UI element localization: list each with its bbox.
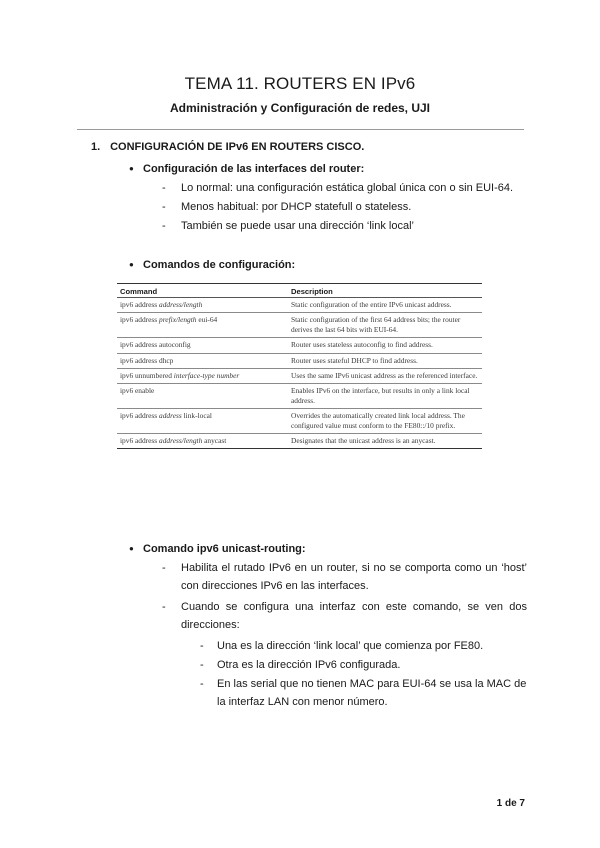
- list-item: - Menos habitual: por DHCP statefull o stateless.: [162, 198, 527, 216]
- dash-icon: -: [200, 678, 204, 690]
- command-cell: ipv6 address address/length anycast: [117, 434, 288, 449]
- sub-list-item: - Otra es la dirección IPv6 configurada.: [200, 656, 527, 674]
- bullet-unicast-routing: [129, 543, 306, 555]
- table-row: [117, 369, 482, 384]
- command-cell: ipv6 address prefix/length eui-64: [117, 313, 288, 338]
- document-title: TEMA 11. ROUTERS EN IPv6: [184, 74, 416, 93]
- table-header-row: [117, 284, 482, 298]
- command-cell: ipv6 address dhcp: [117, 353, 288, 368]
- description-cell: Uses the same IPv6 unicast address as the referenced interface.: [288, 369, 482, 384]
- command-cell: ipv6 address address/length: [117, 298, 288, 313]
- command-cell: ipv6 address autoconfig: [117, 338, 288, 353]
- table-row: [117, 434, 482, 449]
- bullet-dot-icon: ●: [129, 544, 134, 553]
- description-cell: Overrides the automatically created link local address. The configured value must conform to the FE80::/10 prefix.: [288, 409, 482, 434]
- bullet-dot-icon: ●: [129, 164, 134, 173]
- section-number: 1.: [91, 141, 101, 153]
- description-cell: Static configuration of the entire IPv6 unicast address.: [288, 298, 482, 313]
- sub-list-item: - En las serial que no tienen MAC para EUI-64 se usa la MAC de la interfaz LAN con menor número.: [200, 675, 527, 711]
- bullet-config-commands: [129, 259, 295, 271]
- description-cell: Designates that the unicast address is an anycast.: [288, 434, 482, 449]
- column-header-command: Command: [117, 284, 288, 298]
- description-cell: Router uses stateful DHCP to find address.: [288, 353, 482, 368]
- dash-icon: -: [162, 562, 166, 574]
- column-header-description: Description: [288, 284, 482, 298]
- table-row: [117, 338, 482, 353]
- command-cell: ipv6 enable: [117, 384, 288, 409]
- table-row: [117, 313, 482, 338]
- command-cell: ipv6 unnumbered interface-type number: [117, 369, 288, 384]
- dash-icon: -: [200, 659, 204, 671]
- table-row: [117, 353, 482, 368]
- list-item: - Lo normal: una configuración estática global única con o sin EUI-64.: [162, 179, 527, 197]
- list-item: - Habilita el rutado IPv6 en un router, si no se comporta como un ‘host’ con direcciones IPv6 en las interfaces.: [162, 559, 527, 595]
- list-item: - También se puede usar una dirección ‘link local’: [162, 217, 527, 235]
- description-cell: Enables IPv6 on the interface, but results in only a link local address.: [288, 384, 482, 409]
- header-divider: [77, 129, 524, 130]
- command-cell: ipv6 address address link-local: [117, 409, 288, 434]
- dash-icon: -: [162, 220, 166, 232]
- bullet-title: Comandos de configuración:: [143, 259, 296, 271]
- page-number: 1 de 7: [496, 798, 525, 809]
- bullet-title: Comando ipv6 unicast-routing:: [143, 543, 306, 555]
- sub-list-item: - Una es la dirección ‘link local’ que comienza por FE80.: [200, 637, 527, 655]
- dash-icon: -: [162, 201, 166, 213]
- document-subtitle: Administración y Configuración de redes, UJI: [169, 101, 431, 115]
- dash-icon: -: [162, 601, 166, 613]
- dash-icon: -: [200, 640, 204, 652]
- section-title: CONFIGURACIÓN DE IPv6 EN ROUTERS CISCO.: [110, 141, 365, 153]
- list-item: - Cuando se configura una interfaz con este comando, se ven dos direcciones:: [162, 598, 527, 634]
- bullet-title: Configuración de las interfaces del router:: [143, 163, 365, 175]
- bullet-interfaces-config: [129, 163, 364, 175]
- command-table: [117, 283, 482, 449]
- description-cell: Router uses stateless autoconfig to find address.: [288, 338, 482, 353]
- dash-icon: -: [162, 182, 166, 194]
- table-row: [117, 384, 482, 409]
- description-cell: Static configuration of the first 64 address bits; the router derives the last 64 bits with EUI-64.: [288, 313, 482, 338]
- table-row: [117, 298, 482, 313]
- section-heading: [91, 141, 364, 153]
- bullet-dot-icon: ●: [129, 260, 134, 269]
- table-row: [117, 409, 482, 434]
